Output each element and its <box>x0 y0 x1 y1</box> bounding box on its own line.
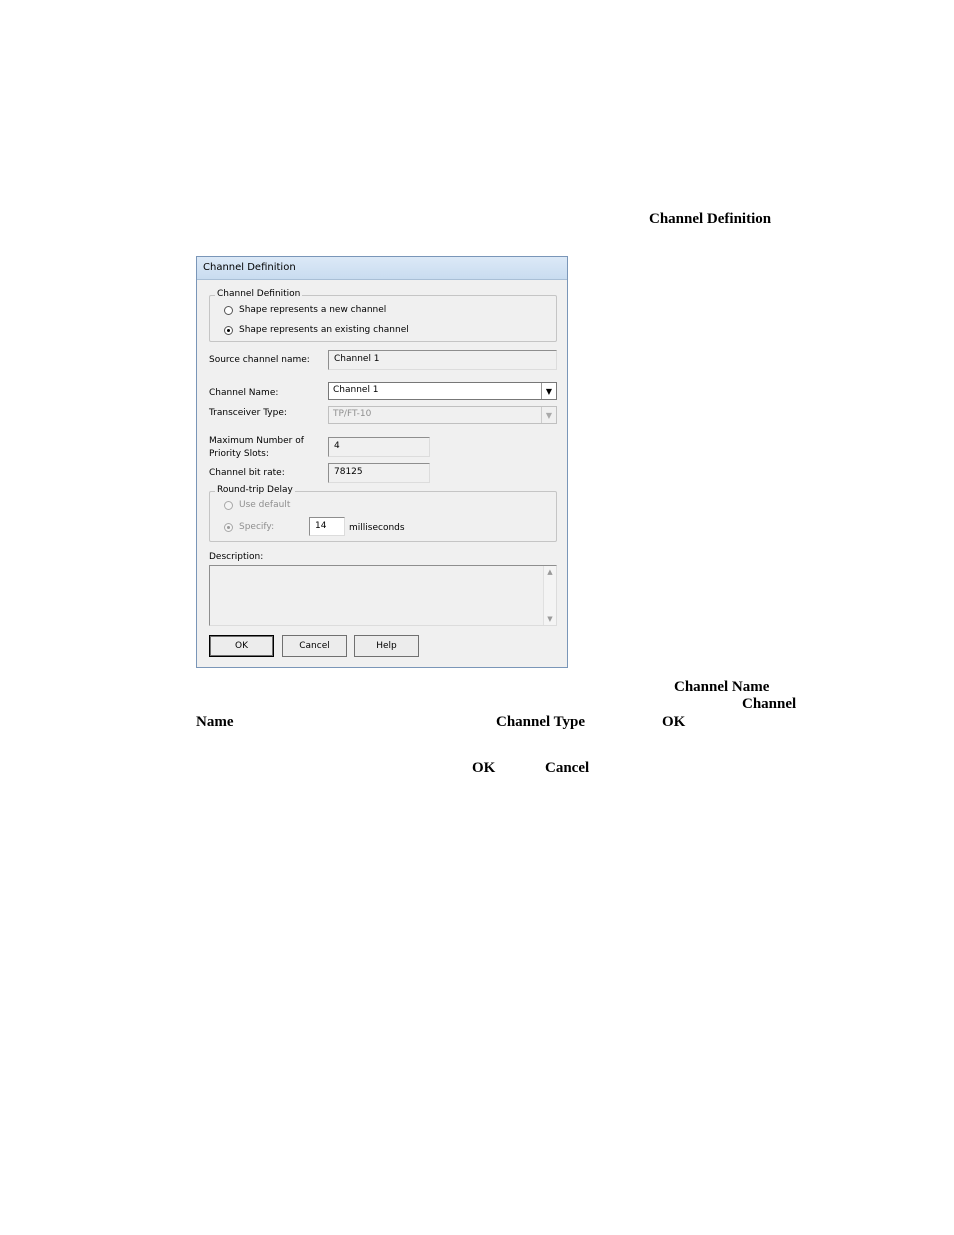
transceiver-type-dropdown-icon[interactable]: ▼ <box>541 407 556 423</box>
doc-ref-ok-2: OK <box>472 760 496 776</box>
description-label: Description: <box>209 552 264 562</box>
doc-ref-channel-type: Channel Type <box>496 714 586 730</box>
doc-ref-ok-1: OK <box>662 714 686 730</box>
ok-button[interactable]: OK <box>209 635 274 657</box>
description-textarea[interactable] <box>209 565 557 626</box>
round-trip-delay-input[interactable]: 14 <box>309 517 345 536</box>
dialog-titlebar <box>197 257 567 280</box>
round-trip-delay-legend: Round-trip Delay <box>217 485 293 495</box>
transceiver-type-label: Transceiver Type: <box>209 408 287 418</box>
source-channel-name-label: Source channel name: <box>209 355 310 365</box>
channel-name-combo[interactable] <box>328 382 557 400</box>
radio-existing-channel-indicator[interactable] <box>224 326 233 335</box>
radio-specify[interactable] <box>224 522 274 532</box>
channel-name-dropdown-icon[interactable]: ▼ <box>541 383 556 399</box>
help-button[interactable]: Help <box>354 635 419 657</box>
radio-use-default[interactable] <box>224 500 290 510</box>
doc-ref-cancel: Cancel <box>545 760 590 776</box>
doc-heading-channel-definition: Channel Definition <box>649 211 772 227</box>
scroll-down-icon[interactable]: ▼ <box>547 615 553 623</box>
radio-new-channel-indicator[interactable] <box>224 306 233 315</box>
max-priority-slots-field: 4 <box>328 437 430 457</box>
milliseconds-label: milliseconds <box>349 523 405 533</box>
radio-specify-label: Specify: <box>239 522 275 532</box>
transceiver-type-value: TP/FT-10 <box>333 409 372 419</box>
doc-ref-name: Name <box>196 714 234 730</box>
radio-specify-indicator[interactable] <box>224 523 233 532</box>
radio-new-channel-label: Shape represents a new channel <box>239 305 387 315</box>
cancel-button[interactable]: Cancel <box>282 635 347 657</box>
dialog-title: Channel Definition <box>203 262 296 273</box>
max-priority-slots-label-line1: Maximum Number of <box>209 436 304 446</box>
source-channel-name-field: Channel 1 <box>328 350 557 370</box>
radio-existing-channel-label: Shape represents an existing channel <box>239 325 409 335</box>
doc-ref-channel: Channel <box>742 696 797 712</box>
radio-new-channel[interactable] <box>224 305 386 315</box>
channel-name-label: Channel Name: <box>209 388 279 398</box>
radio-existing-channel[interactable] <box>224 325 409 335</box>
channel-definition-dialog <box>196 256 568 668</box>
radio-use-default-indicator[interactable] <box>224 501 233 510</box>
scroll-up-icon[interactable]: ▲ <box>547 568 553 576</box>
max-priority-slots-label-line2: Priority Slots: <box>209 449 269 459</box>
channel-bit-rate-label: Channel bit rate: <box>209 468 285 478</box>
description-scrollbar[interactable] <box>543 566 556 625</box>
transceiver-type-combo[interactable] <box>328 406 557 424</box>
channel-name-value: Channel 1 <box>333 385 379 395</box>
doc-ref-channel-name: Channel Name <box>674 679 770 695</box>
round-trip-delay-group <box>209 485 557 542</box>
channel-definition-group-legend: Channel Definition <box>217 289 301 299</box>
radio-use-default-label: Use default <box>239 500 291 510</box>
channel-bit-rate-field: 78125 <box>328 463 430 483</box>
